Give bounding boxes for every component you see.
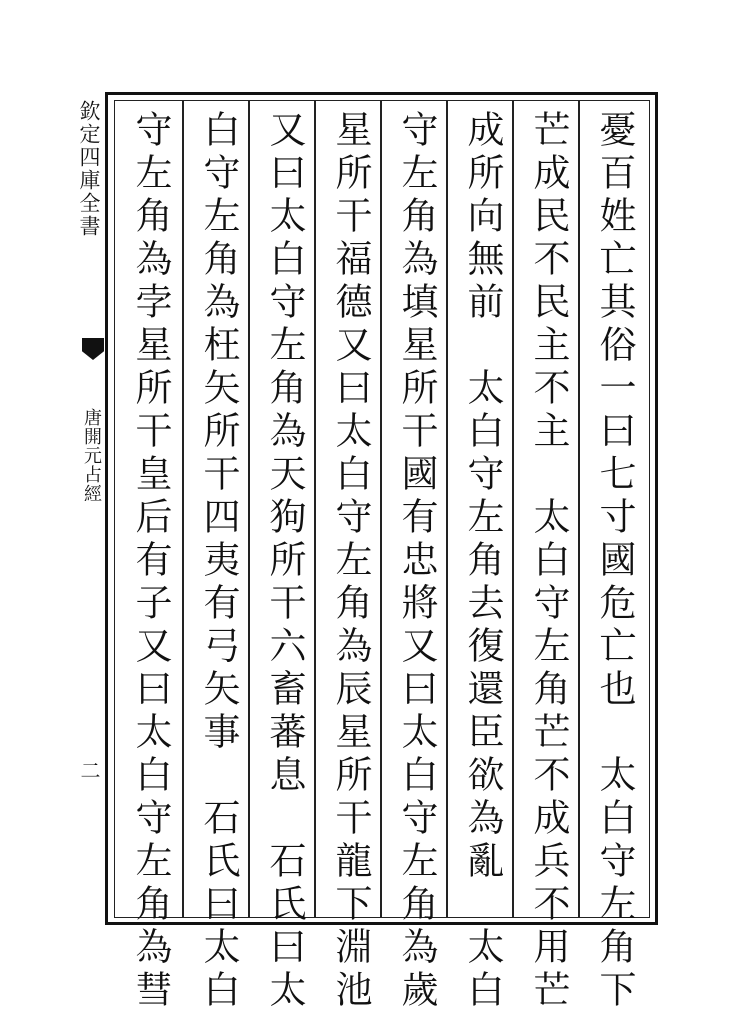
column-rule bbox=[248, 100, 250, 918]
column-rule bbox=[380, 100, 382, 918]
book-title: 唐開元占經 bbox=[81, 408, 102, 503]
column-rule bbox=[182, 100, 184, 918]
text-column-7: 白守左角為枉矢所干四夷有弓矢事 石氏曰太白 bbox=[197, 110, 240, 1013]
text-column-4: 守左角為填星所干國有忠將又曰太白守左角為歲 bbox=[395, 110, 438, 1013]
text-column-8: 守左角為孛星所干皇后有子又曰太白守左角為彗 bbox=[129, 110, 172, 1013]
column-rule bbox=[578, 100, 580, 918]
page-number: 二 bbox=[77, 760, 101, 780]
column-rule bbox=[512, 100, 514, 918]
text-column-6: 又曰太白守左角為天狗所干六畜蕃息 石氏曰太 bbox=[263, 110, 306, 1013]
text-column-3: 成所向無前 太白守左角去復還臣欲為亂 太白 bbox=[461, 110, 504, 1013]
text-column-5: 星所干福德又曰太白守左角為辰星所干龍下淵池 bbox=[329, 110, 372, 1013]
text-column-2: 芒成民不民主不主 太白守左角芒不成兵不用芒 bbox=[527, 110, 570, 1013]
text-column-1: 憂百姓亡其俗一曰七寸國危亡也 太白守左角下 bbox=[593, 110, 636, 1013]
column-rule bbox=[446, 100, 448, 918]
collection-title: 欽定四庫全書 bbox=[77, 100, 101, 238]
column-rule bbox=[314, 100, 316, 918]
